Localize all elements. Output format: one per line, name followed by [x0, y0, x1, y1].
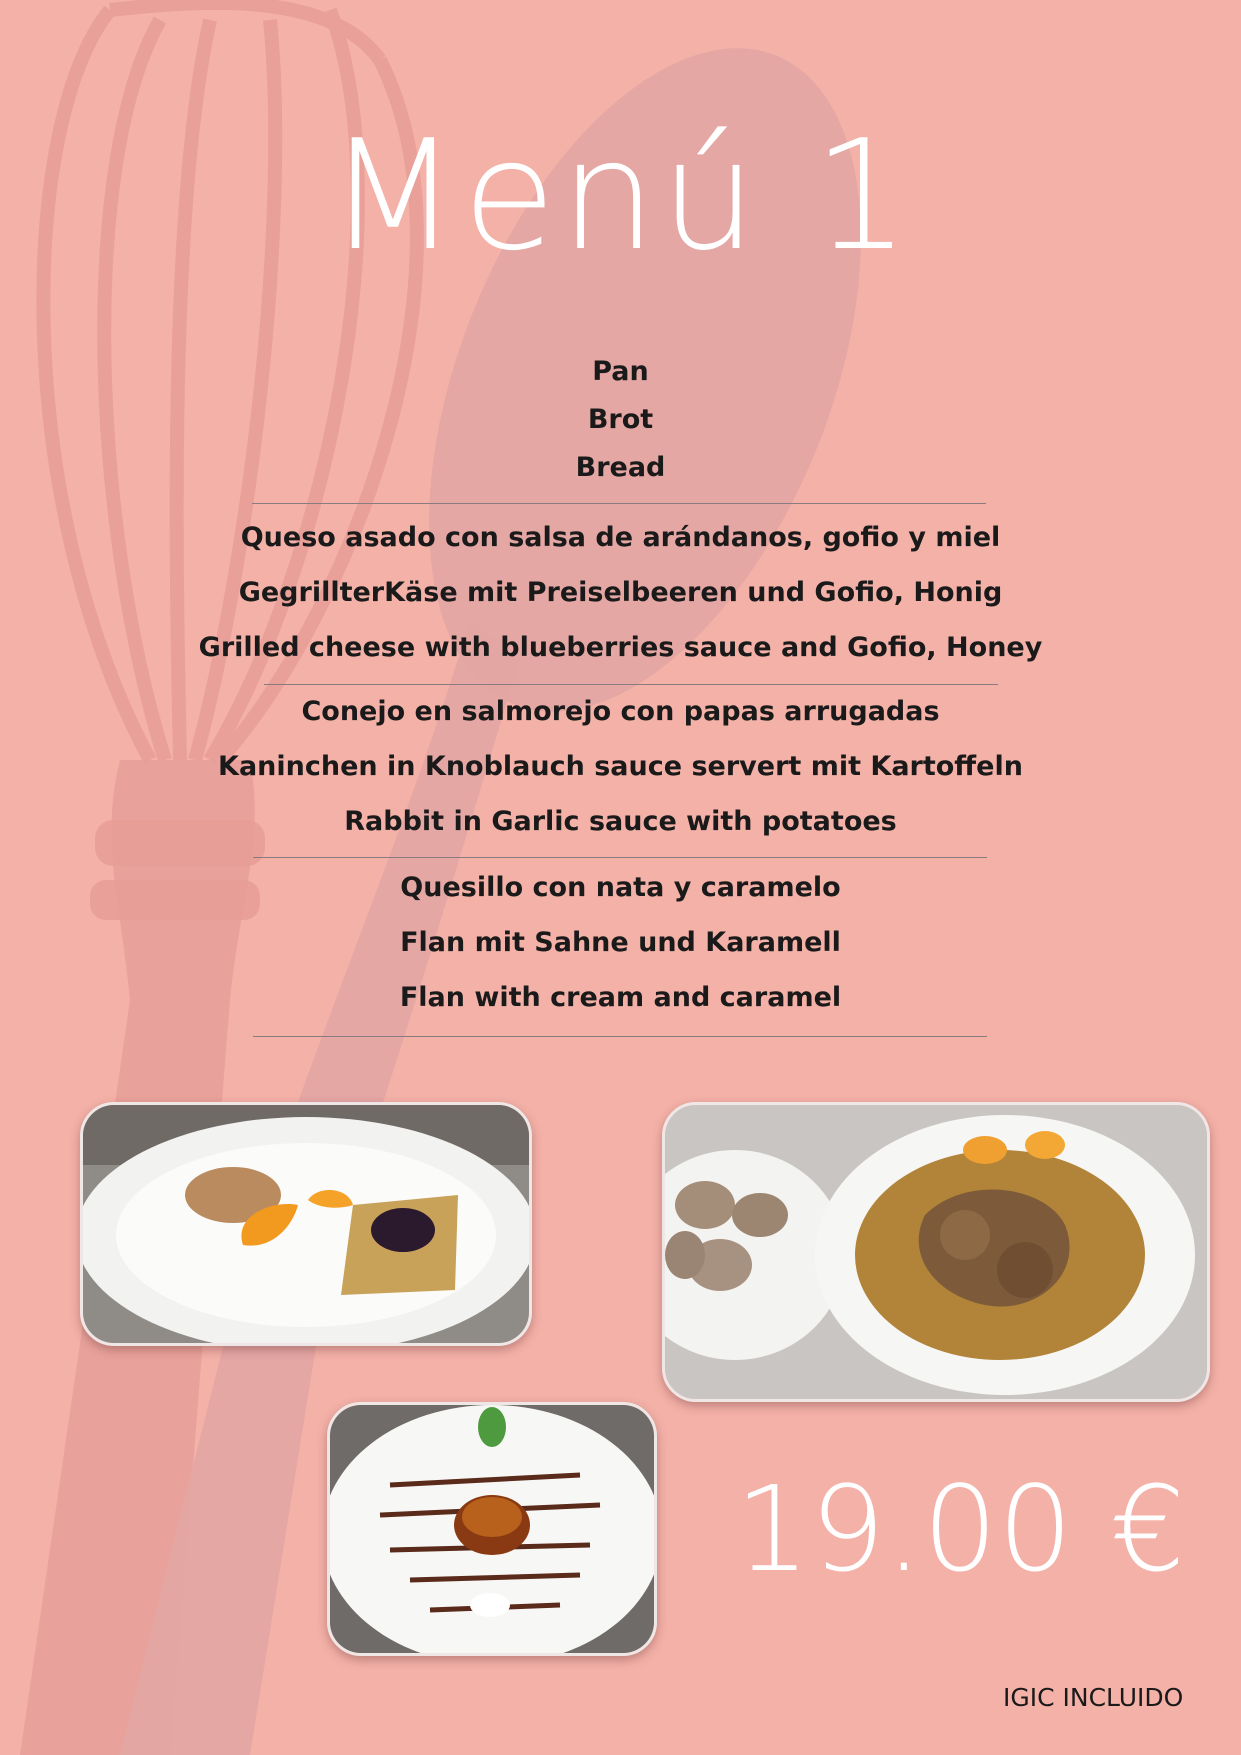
divider — [253, 857, 987, 858]
flan-dessert-photo — [327, 1402, 657, 1656]
tax-note: IGIC INCLUIDO — [1003, 1683, 1184, 1712]
rabbit-dish-photo — [662, 1102, 1210, 1402]
menu-line: Grilled cheese with blueberries sauce and Gofio, Honey — [198, 632, 1043, 663]
grilled-cheese-photo — [80, 1102, 532, 1346]
menu-line: Bread — [575, 452, 666, 483]
menu-line: Conejo en salmorejo con papas arrugadas — [301, 696, 940, 727]
menu-line: Pan — [592, 356, 649, 387]
course-dessert — [0, 860, 1241, 1025]
menu-title: Menú 1 — [327, 107, 914, 284]
menu-line: Flan mit Sahne und Karamell — [400, 927, 841, 958]
course-bread — [0, 348, 1241, 492]
menu-price: 19.00 € — [735, 1460, 1186, 1598]
divider — [252, 503, 986, 504]
course-main — [0, 684, 1241, 849]
menu-line: Queso asado con salsa de arándanos, gofio y miel — [240, 522, 1001, 553]
menu-line: Kaninchen in Knoblauch sauce servert mit Kartoffeln — [218, 751, 1023, 782]
menu-line: Flan with cream and caramel — [399, 982, 842, 1013]
menu-line: Quesillo con nata y caramelo — [400, 872, 841, 903]
menu-line: GegrillterKäse mit Preiselbeeren und Gofio, Honig — [238, 577, 1003, 608]
menu-line: Brot — [587, 404, 654, 435]
menu-line: Rabbit in Garlic sauce with potatoes — [344, 806, 897, 837]
divider — [253, 1036, 987, 1037]
course-starter — [0, 510, 1241, 675]
